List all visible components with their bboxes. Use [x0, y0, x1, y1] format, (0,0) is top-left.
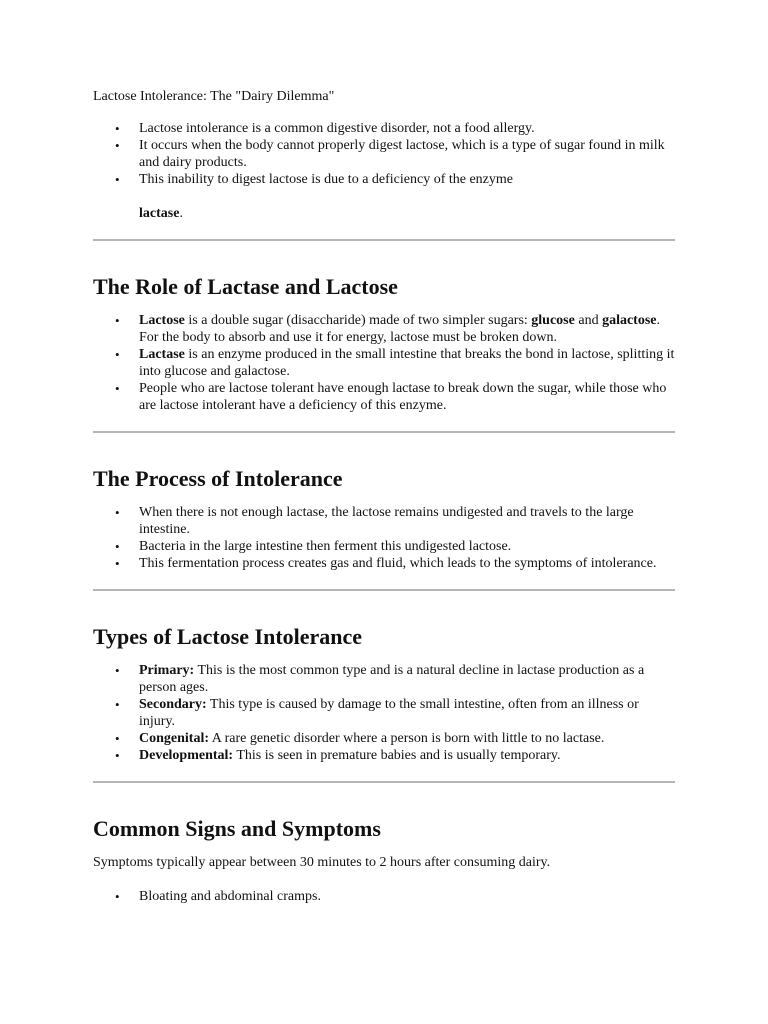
intro-list	[93, 120, 675, 188]
section-divider	[93, 431, 675, 433]
document-page	[93, 88, 675, 905]
list-item: • It occurs when the body cannot properly digest lactose, which is a type of sugar found in milk and dairy products.	[139, 137, 675, 171]
list-item: • This fermentation process creates gas and fluid, which leads to the symptoms of intolerance.	[139, 555, 675, 572]
list-item: • Primary: This is the most common type and is a natural decline in lactase production as a person ages.	[139, 662, 675, 696]
list-item: • When there is not enough lactase, the lactose remains undigested and travels to the large intestine.	[139, 504, 675, 538]
process-list	[93, 504, 675, 572]
symptoms-list	[93, 888, 675, 905]
section-heading-role: The Role of Lactase and Lactose	[93, 274, 398, 299]
role-list	[93, 312, 675, 414]
section-heading-process: The Process of Intolerance	[93, 466, 343, 491]
list-item: • Bacteria in the large intestine then ferment this undigested lactose.	[139, 538, 675, 555]
list-item: • Lactase is an enzyme produced in the small intestine that breaks the bond in lactose, splitting it into glucose and galactose.	[139, 346, 675, 380]
list-item: • Bloating and abdominal cramps.	[139, 888, 675, 905]
list-item: • This inability to digest lactose is due to a deficiency of the enzyme	[139, 171, 675, 188]
section-heading-symptoms: Common Signs and Symptoms	[93, 816, 381, 841]
list-item: • Congenital: A rare genetic disorder where a person is born with little to no lactase.	[139, 730, 675, 747]
list-item: • Developmental: This is seen in premature babies and is usually temporary.	[139, 747, 675, 764]
section-divider	[93, 589, 675, 591]
list-item: • Secondary: This type is caused by damage to the small intestine, often from an illness or injury.	[139, 696, 675, 730]
section-divider	[93, 781, 675, 783]
enzyme-name: lactase	[139, 206, 180, 221]
list-item: • Lactose intolerance is a common digestive disorder, not a food allergy.	[139, 120, 675, 137]
document-title: Lactose Intolerance: The "Dairy Dilemma"	[93, 89, 335, 104]
enzyme-name-line: lactase.	[139, 206, 183, 221]
symptoms-intro: Symptoms typically appear between 30 minutes to 2 hours after consuming dairy.	[93, 855, 551, 870]
types-list	[93, 662, 675, 764]
section-heading-types: Types of Lactose Intolerance	[93, 624, 363, 649]
list-item: • People who are lactose tolerant have enough lactase to break down the sugar, while those who are lactose intolerant have a deficiency of this enzyme.	[139, 380, 675, 414]
section-divider	[93, 239, 675, 241]
list-item: • Lactose is a double sugar (disaccharide) made of two simpler sugars: glucose and galactose. For the body to absorb and use it for energy, lactose must be broken down.	[139, 312, 675, 346]
